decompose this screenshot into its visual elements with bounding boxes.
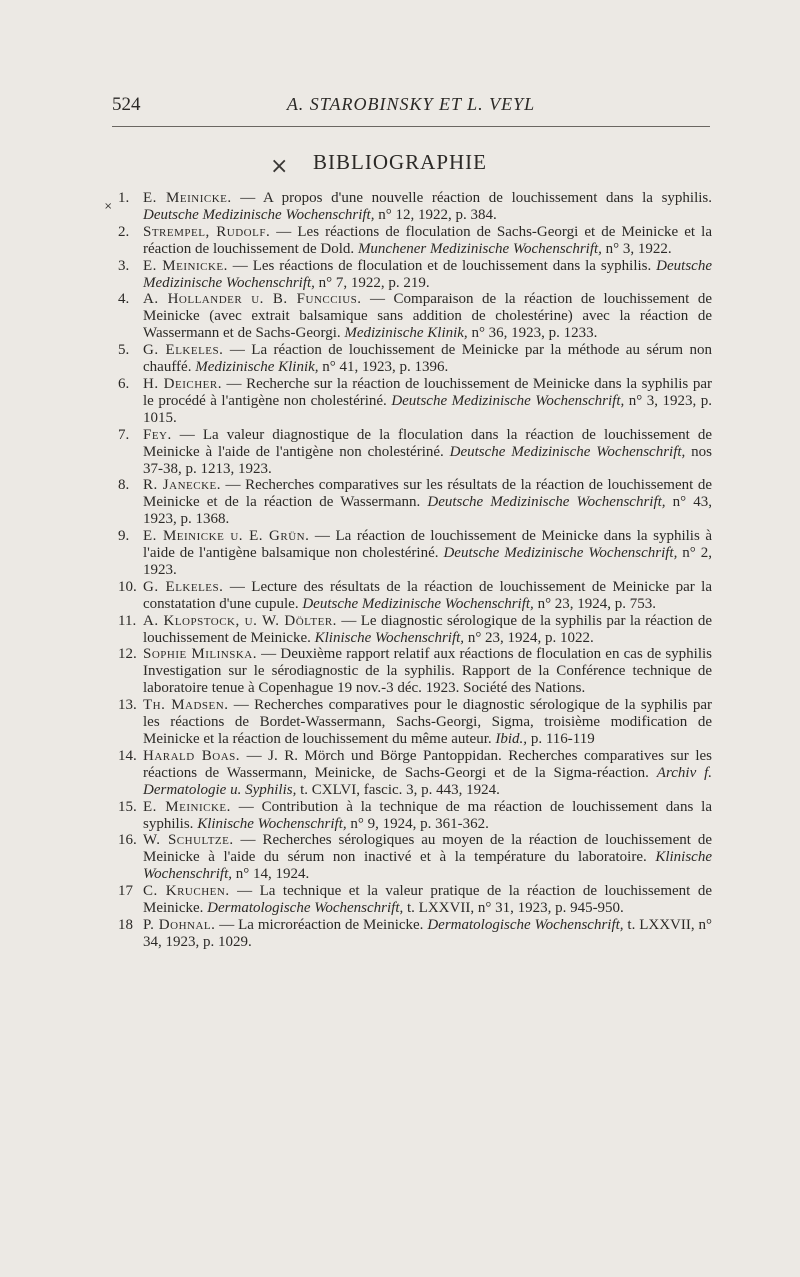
running-head: A. STAROBINSKY ET L. VEYL (286, 94, 536, 114)
page-number: 524 (112, 94, 141, 115)
bibliography-entry (112, 917, 712, 951)
entry-number: 5. (118, 342, 130, 359)
entry-journal: Deutsche Medizinische Wochenschrift, (391, 392, 625, 409)
entry-journal: Deutsche Medizinische Wochenschrift, (443, 545, 678, 562)
entry-author: G. Elkeles. (143, 578, 224, 595)
entry-number: 6. (118, 375, 130, 392)
entry-title: — A propos d'une nouvelle réaction de louchissement dans la syphilis. (231, 190, 713, 206)
entry-author: E. Meinicke. (143, 257, 228, 274)
entry-title: — Recherches comparatives sur les résultats de la réaction de louchissement de Meinicke et de la réaction de Wassermann. (143, 477, 712, 511)
entry-author: E. Meinicke. (143, 190, 232, 206)
bibliography-entry (112, 748, 712, 799)
entry-author: G. Elkeles. (143, 342, 224, 359)
entry-number: 17 (118, 883, 133, 900)
bibliography-entry (112, 477, 712, 528)
entry-journal: Klinische Wochenschrift, (143, 849, 712, 883)
entry-number: 7. (118, 426, 130, 443)
entry-author: P. Dohnal. (143, 916, 216, 933)
entry-details: n° 3, 1923, p. 1015. (143, 392, 712, 426)
bibliography-entry (112, 376, 712, 427)
entry-number: 4. (118, 291, 130, 308)
bibliography-entry (112, 613, 712, 647)
entry-author: H. Deicher. (143, 375, 222, 392)
entry-journal: Deutsche Medizinische Wochenschrift, (302, 595, 534, 612)
entry-author: Strempel, Rudolf. (143, 223, 271, 240)
entry-author: W. Schultze. (143, 832, 234, 849)
entry-journal: Deutsche Medizinische Wochenschrift, (427, 494, 666, 511)
entry-journal: Dermatologische Wochenschrift, (427, 916, 624, 933)
entry-journal: Klinische Wochenschrift, (197, 815, 347, 832)
entry-number: 2. (118, 223, 130, 240)
entry-number: 1. (118, 190, 130, 206)
entry-number: 9. (118, 528, 130, 545)
entry-title: — Les réactions de floculation de Sachs-Georgi et de Meinicke et la réaction de louchissement de Dold. (143, 223, 712, 257)
entry-title: — Recherche sur la réaction de louchissement de Meinicke dans la syphilis par le procédé à l'antigène non cholestériné. (143, 375, 712, 409)
entry-title: — La technique et la valeur pratique de la réaction de louchissement de Meinicke. (143, 883, 713, 917)
section-title: BIBLIOGRAPHIE (313, 150, 487, 174)
entry-author: A. Klopstock, u. W. Dölter. (143, 612, 337, 629)
entry-author: A. Hollander u. B. Funccius. (143, 291, 362, 308)
entry-author: Fey. (143, 426, 172, 443)
entry-journal: Medizinische Klinik, (195, 359, 319, 376)
entry-author: Sophie Milinska. (143, 646, 257, 663)
bibliography-entry (112, 832, 712, 883)
bibliography-entry (112, 528, 712, 579)
entry-details: n° 23, 1924, p. 1022. (464, 629, 594, 646)
entry-number: 10. (118, 578, 137, 595)
entry-number: 16. (118, 832, 137, 849)
entry-title: — La valeur diagnostique de la floculation dans la réaction de louchissement de Meinicke à l'aide de l'antigène non cholestériné. (143, 426, 712, 460)
entry-details: n° 14, 1924. (232, 866, 310, 883)
entry-title: — Deuxième rapport relatif aux réactions de floculation en cas de syphilis Investigation sur le sérodiagnostic de la syphilis. Rapport de la Conférence technique de laboratoire tenue à Copenhague 19 nov.-3 déc. 1923. Société des Nations. (143, 646, 712, 697)
bibliography-list (112, 190, 712, 951)
entry-number: 13. (118, 697, 137, 714)
bibliography-entry (112, 291, 712, 342)
entry-title: — La réaction de louchissement de Meinicke dans la syphilis à l'aide de l'antigène balsamique non cholestériné. (143, 528, 713, 562)
bibliography-entry (112, 342, 712, 376)
entry-details: n° 12, 1922, p. 384. (374, 206, 497, 223)
entry-journal: Dermatologische Wochenschrift, (207, 900, 404, 917)
entry-author: E. Meinicke. (143, 798, 231, 815)
entry-details: nos 37-38, p. 1213, 1923. (143, 443, 712, 477)
entry-title: — J. R. Mörch und Börge Pantoppidan. Recherches comparatives sur les réactions de Wassermann, Meinicke, de Sachs-Georgi et de la Sigma-réaction. (143, 747, 712, 781)
entry-title: — Contribution à la technique de ma réaction de louchissement dans la syphilis. (143, 798, 712, 832)
bibliography-entry (112, 883, 712, 917)
entry-journal: Ibid., (495, 731, 528, 747)
entry-journal: Archiv f. Dermatologie u. Syphilis, (143, 764, 713, 798)
entry-details: n° 43, 1923, p. 1368. (143, 494, 712, 528)
entry-number: 18 (118, 916, 133, 933)
entry-number: 8. (118, 477, 130, 494)
entry-author: Th. Madsen. (143, 697, 229, 714)
page-header (112, 94, 710, 124)
entry-number: 11. (118, 612, 137, 629)
entry-details: p. 116-119 (527, 731, 595, 747)
entry-journal: Medizinische Klinik, (344, 325, 468, 342)
entry-details: n° 2, 1923. (143, 545, 713, 578)
entry-number: 15. (118, 798, 137, 815)
entry-author: Harald Boas. (143, 747, 241, 764)
entry-journal: Deutsche Medizinische Wochenschrift, (143, 206, 375, 223)
entry-number: 14. (118, 747, 137, 764)
bibliography-entry (112, 190, 712, 224)
entry-journal: Deutsche Medizinische Wochenschrift, (449, 443, 686, 460)
entry-title: — Comparaison de la réaction de louchissement de Meinicke (avec extrait balsamique sans addition de cholestérine) avec la réaction de Wassermann et de Sachs-Georgi. (143, 291, 712, 342)
bibliography-entry (112, 224, 712, 258)
entry-title: — Le diagnostic sérologique de la syphilis par la réaction de louchissement de Meinicke. (143, 612, 712, 646)
bibliography-entry (112, 579, 712, 613)
entry-journal: Klinische Wochenschrift, (314, 629, 465, 646)
handwritten-entry-mark: × (104, 201, 113, 212)
entry-author: C. Kruchen. (143, 883, 230, 900)
entry-details: t. CXLVI, fascic. 3, p. 443, 1924. (296, 781, 500, 798)
entry-journal: Deutsche Medizinische Wochenschrift, (143, 257, 712, 291)
entry-number: 3. (118, 257, 130, 274)
entry-author: R. Janecke. (143, 477, 221, 494)
entry-details: n° 9, 1924, p. 361-362. (346, 815, 489, 832)
entry-details: t. LXXVII, n° 34, 1923, p. 1029. (143, 916, 712, 950)
entry-details: n° 7, 1922, p. 219. (314, 274, 430, 291)
entry-title: — La microréaction de Meinicke. (215, 916, 428, 933)
bibliography-entry (112, 427, 712, 478)
entry-details: n° 36, 1923, p. 1233. (467, 325, 598, 342)
bibliography-entry (112, 799, 712, 833)
header-rule (112, 126, 710, 127)
entry-details: n° 3, 1922. (601, 240, 672, 257)
entry-journal: Munchener Medizinische Wochenschrift, (357, 240, 602, 257)
entry-details: t. LXXVII, n° 31, 1923, p. 945-950. (403, 900, 624, 917)
entry-details: n° 23, 1924, p. 753. (533, 595, 657, 612)
entry-number: 12. (118, 646, 137, 663)
entry-author: E. Meinicke u. E. Grün. (143, 528, 310, 545)
bibliography-entry (112, 258, 712, 292)
entry-details: n° 41, 1923, p. 1396. (318, 359, 449, 376)
entry-title: — Recherches sérologiques au moyen de la réaction de louchissement de Meinicke à l'aide du sérum non inactivé et à la température du laboratoire. (143, 832, 712, 866)
entry-title: — La réaction de louchissement de Meinicke par la méthode au sérum non chauffé. (143, 342, 712, 376)
bibliography-entry (112, 646, 712, 697)
handwritten-cross-mark: × (270, 154, 289, 179)
entry-title: — Lecture des résultats de la réaction de louchissement de Meinicke par la constatation d'une cupule. (143, 578, 713, 612)
entry-title: — Recherches comparatives pour le diagnostic sérologique de la syphilis par les réactions de Bordet-Wassermann, Sachs-Georgi, Sigma, troisième modification de Meinicke et la réaction de louchissement du même auteur. (143, 697, 712, 747)
bibliography-entry (112, 697, 712, 748)
entry-title: — Les réactions de floculation et de louchissement dans la syphilis. (227, 257, 657, 274)
